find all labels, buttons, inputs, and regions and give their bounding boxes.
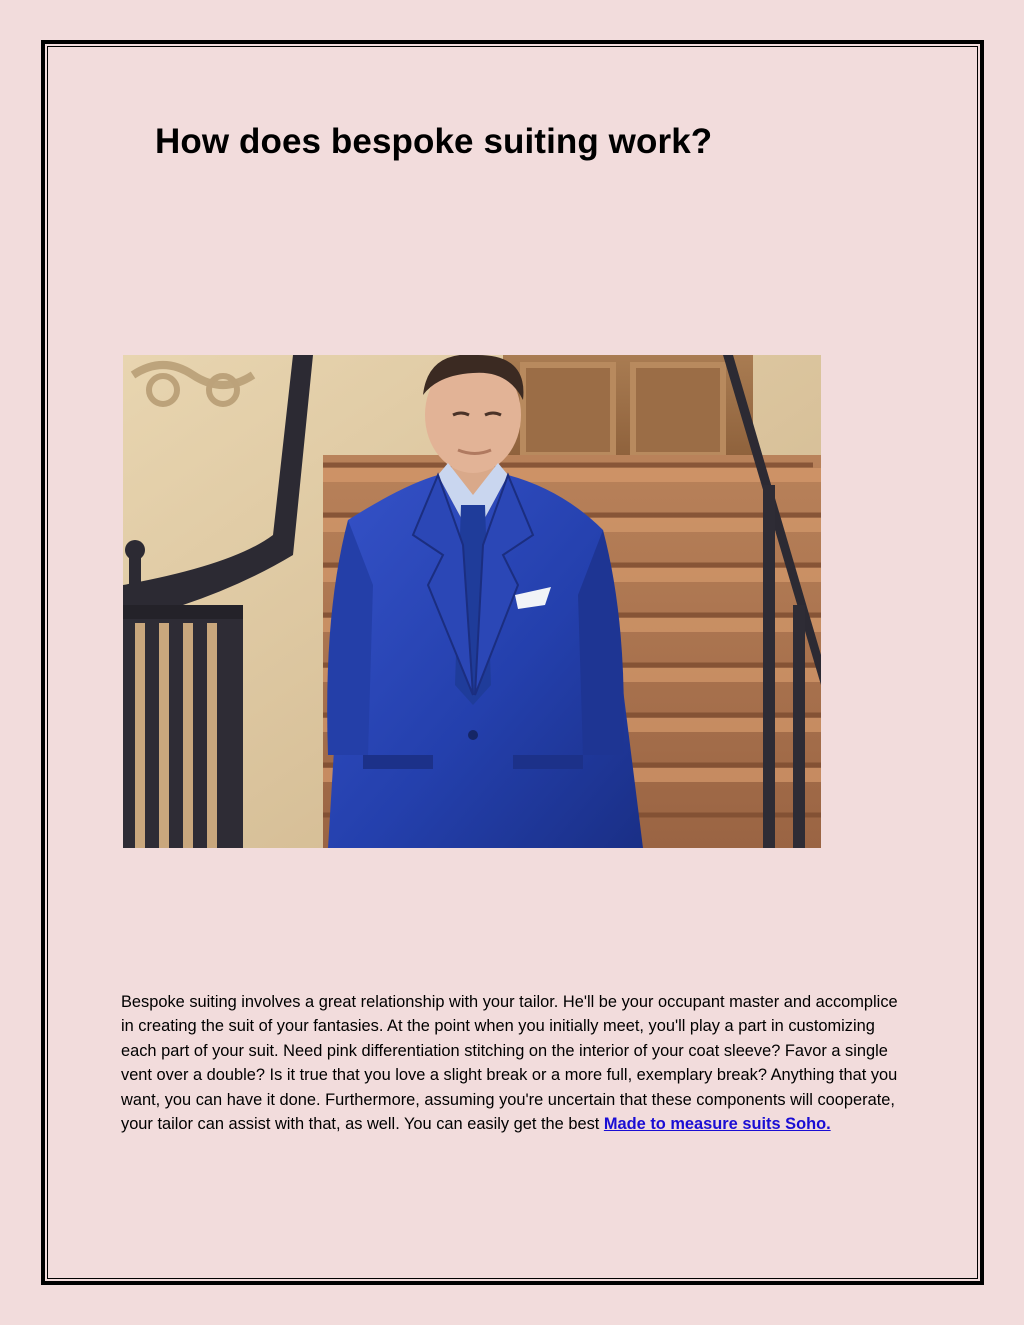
made-to-measure-suits-link[interactable]: Made to measure suits Soho.: [603, 1115, 831, 1134]
suit-photo: [123, 355, 821, 848]
body-text: Bespoke suiting involves a great relationship with your tailor. He'll be your occupant master and accomplice in creating the suit of your fantasies. At the point when you initially meet, you'll play a part in customizing each part of your suit. Need pink differentiation stitching on the interior of your coat sleeve? Favor a single vent over a double? Is it true that you love a slight break or a more full, exemplary break? Anything that you want, you can have it done. Furthermore, assuming you're uncertain that these components will cooperate, your tailor can assist with that, as well. You can easily get the best: [121, 993, 898, 1134]
body-paragraph: [121, 990, 911, 1136]
page-title: How does bespoke suiting work?: [155, 122, 713, 161]
